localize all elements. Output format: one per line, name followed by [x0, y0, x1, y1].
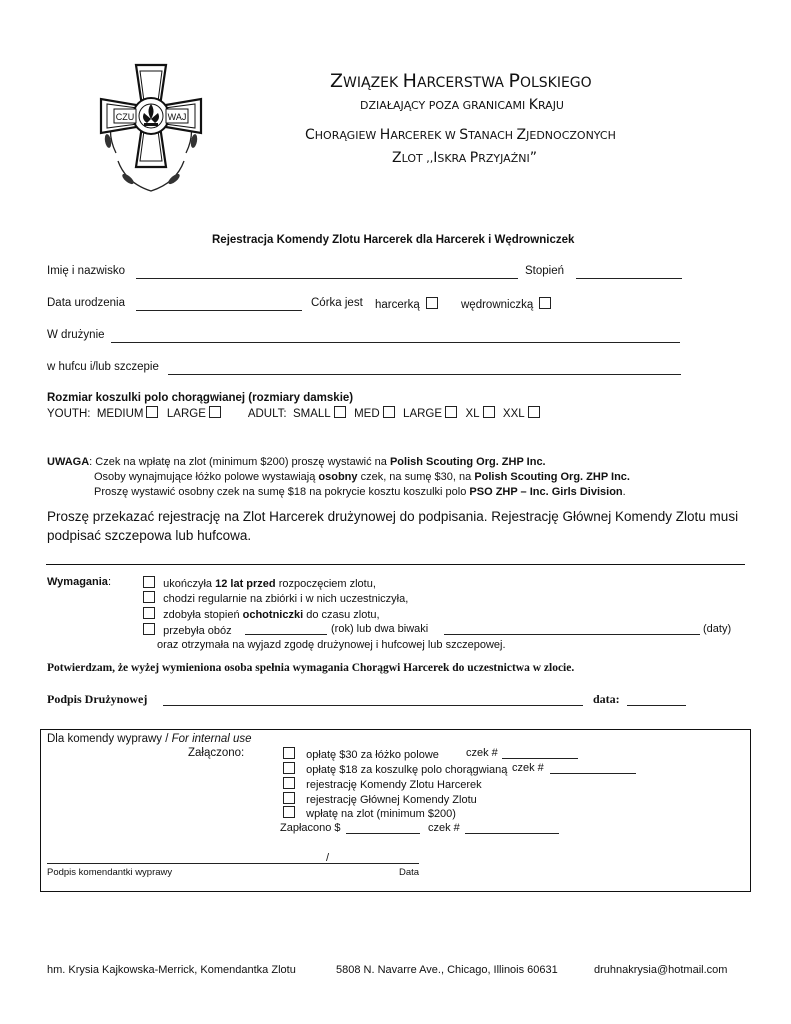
requirement-rank: zdobyła stopień ochotniczki do czasu zlotu, — [140, 607, 380, 621]
dob-label: Data urodzenia — [47, 297, 125, 309]
instruction-line-2: podpisać szczepowa lub hufcowa. — [47, 528, 252, 543]
form-title: Rejestracja Komendy Zlotu Harcerek dla Harcerek i Wędrowniczek — [212, 234, 575, 246]
wedrowniczka-option: wędrowniczką — [461, 297, 553, 311]
hufiec-field[interactable] — [168, 374, 681, 375]
internal-item-cot: opłatę $30 za łóżko polowe — [280, 747, 439, 761]
internal-item-payment: wpłatę na zlot (minimum $200) — [280, 806, 456, 820]
adult-small-checkbox[interactable] — [334, 406, 346, 418]
polo-size-options: YOUTH: MEDIUM LARGE ADULT: SMALL MED LARGE XL XXL — [47, 406, 542, 420]
confirmation-text: Potwierdzam, że wyżej wymieniona osoba spełnia wymagania Chorągwi Harcerek do uczestnictwa w zlocie. — [47, 662, 575, 674]
internal-cot-checkbox[interactable] — [283, 747, 295, 759]
internal-polo-checkbox[interactable] — [283, 762, 295, 774]
name-field[interactable] — [136, 278, 518, 279]
paid-check-field[interactable] — [465, 833, 559, 834]
adult-xxl-checkbox[interactable] — [528, 406, 540, 418]
emblem-right-text: WAJ — [167, 112, 187, 122]
attached-label: Załączono: — [188, 747, 245, 759]
commander-signature-field[interactable] — [47, 863, 419, 864]
emblem-left-text: CZU — [115, 112, 135, 122]
adult-med-checkbox[interactable] — [383, 406, 395, 418]
requirements-label: Wymagania: — [47, 576, 111, 588]
internal-item-main-registration: rejestrację Głównej Komendy Zlotu — [280, 792, 477, 806]
cot-check-field[interactable] — [502, 758, 578, 759]
rank-label: Stopień — [525, 265, 565, 277]
internal-main-registration-checkbox[interactable] — [283, 792, 295, 804]
notice-line-1: UWAGA: Czek na wpłatę na zlot (minimum $200) proszę wystawić na Polish Scouting Org. ZHP Inc. — [47, 456, 546, 468]
footer-email[interactable]: druhnakrysia@hotmail.com — [594, 964, 728, 976]
harcerka-checkbox[interactable] — [426, 297, 438, 309]
signature-date-separator: / — [326, 852, 330, 864]
requirement-attendance: chodzi regularnie na zbiórki i w nich uczestniczyła, — [140, 591, 408, 605]
footer-address: 5808 N. Navarre Ave., Chicago, Illinois 60631 — [336, 964, 558, 976]
leader-date-label: data: — [593, 692, 620, 706]
internal-use-header: Dla komendy wyprawy / For internal use — [47, 733, 252, 745]
requirement-attendance-checkbox[interactable] — [143, 591, 155, 603]
requirement-camp-checkbox[interactable] — [143, 623, 155, 635]
district-title: CHORĄGIEW HARCEREK W STANACH ZJEDNOCZONYCH — [305, 127, 616, 143]
youth-medium-checkbox[interactable] — [146, 406, 158, 418]
requirement-age: ukończyła 12 lat przed rozpoczęciem zlotu, — [140, 576, 376, 590]
notice-line-3: Proszę wystawić osobny czek na sumę $18 na pokrycie kosztu koszulki polo PSO ZHP – Inc. Girls Division. — [94, 486, 626, 498]
internal-item-registration: rejestrację Komendy Zlotu Harcerek — [280, 777, 482, 791]
camp-dates-field[interactable] — [444, 634, 700, 635]
camp-year-field[interactable] — [245, 634, 327, 635]
polo-size-title: Rozmiar koszulki polo chorągwianej (rozmiary damskie) — [47, 392, 354, 404]
requirement-camp: przebyła obóz — [140, 623, 232, 637]
organization-subtitle: DZIAŁAJĄCY POZA GRANICAMI KRAJU — [360, 97, 564, 113]
hufiec-label: w hufcu i/lub szczepie — [47, 361, 159, 373]
commander-signature-label: Podpis komendantki wyprawy — [47, 867, 173, 878]
organization-title: ZWIĄZEK HARCERSTWA POLSKIEGO — [330, 70, 592, 92]
internal-payment-checkbox[interactable] — [283, 806, 295, 818]
paid-amount-field[interactable] — [346, 833, 420, 834]
leader-signature-field[interactable] — [163, 705, 583, 706]
adult-xl-checkbox[interactable] — [483, 406, 495, 418]
harcerka-option: harcerką — [375, 297, 440, 311]
requirement-age-checkbox[interactable] — [143, 576, 155, 588]
requirement-consent: oraz otrzymała na wyjazd zgodę drużynowej i hufcowej lub szczepowej. — [157, 639, 506, 651]
rally-title: ZLOT ,,ISKRA PRZYJAŹNI” — [392, 150, 537, 166]
rank-field[interactable] — [576, 278, 682, 279]
druzyna-label: W drużynie — [47, 329, 105, 341]
camp-or-label: (rok) lub dwa biwaki — [331, 623, 429, 635]
adult-large-checkbox[interactable] — [445, 406, 457, 418]
dob-field[interactable] — [136, 310, 302, 311]
druzyna-field[interactable] — [111, 342, 680, 343]
notice-line-2: Osoby wynajmujące łóżko polowe wystawiają osobny czek, na sumę $30, na Polish Scouting Org. ZHP Inc. — [94, 471, 630, 483]
youth-large-checkbox[interactable] — [209, 406, 221, 418]
leader-date-field[interactable] — [627, 705, 686, 706]
internal-registration-checkbox[interactable] — [283, 777, 295, 789]
paid-label: Zapłacono $ — [280, 822, 341, 834]
footer-contact: hm. Krysia Kajkowska-Merrick, Komendantka Zlotu — [47, 964, 296, 976]
section-divider — [46, 564, 745, 565]
requirement-rank-checkbox[interactable] — [143, 607, 155, 619]
commander-date-label: Data — [399, 867, 420, 878]
leader-signature-label: Podpis Drużynowej — [47, 692, 148, 706]
scout-cross-emblem — [96, 53, 206, 203]
internal-item-polo: opłatę $18 za koszulkę polo chorągwianą — [280, 762, 507, 776]
cot-check-label: czek # — [466, 747, 498, 759]
instruction-line-1: Proszę przekazać rejestrację na Zlot Harcerek drużynowej do podpisania. Rejestrację Głównej Komendy Zlotu musi — [47, 509, 739, 524]
polo-check-label: czek # — [512, 762, 544, 774]
dates-label: (daty) — [703, 623, 732, 635]
wedrowniczka-checkbox[interactable] — [539, 297, 551, 309]
name-label: Imię i nazwisko — [47, 265, 125, 277]
polo-check-field[interactable] — [550, 773, 636, 774]
daughter-label: Córka jest — [311, 297, 363, 309]
paid-check-label: czek # — [428, 822, 460, 834]
